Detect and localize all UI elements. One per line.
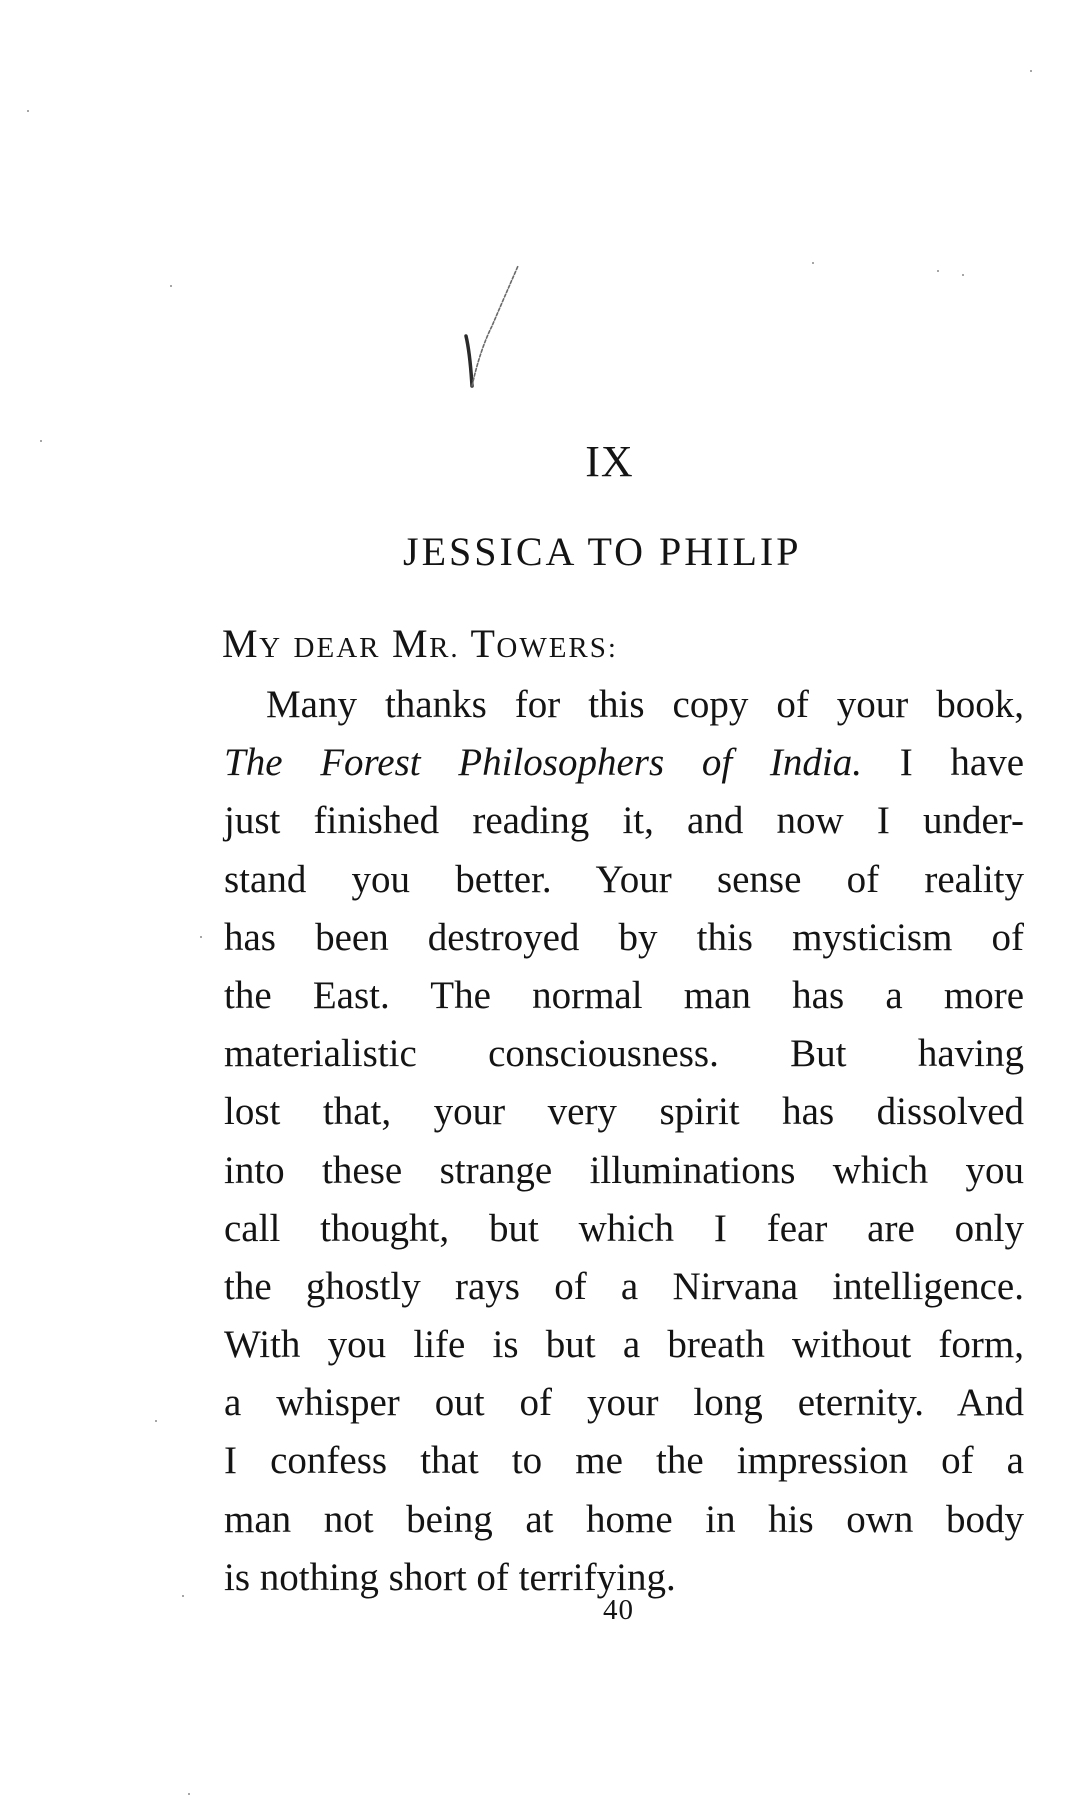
scan-speck xyxy=(1030,70,1032,72)
text-line: man not being at home in his own body xyxy=(224,1497,1024,1541)
book-title: The Forest Philosophers of India. xyxy=(224,741,862,785)
text-line: a whisper out of your long eternity. And xyxy=(224,1381,1024,1425)
scan-speck xyxy=(200,936,202,938)
text-line: just finished reading it, and now I under- xyxy=(224,799,1024,843)
salutation-my: M xyxy=(222,621,260,666)
text-line: call thought, but which I fear are only xyxy=(224,1206,1024,1250)
salutation-dear: DEAR xyxy=(293,632,381,664)
scan-speck xyxy=(27,110,29,112)
salutation-towers-smallcaps: OWERS: xyxy=(496,632,618,664)
text-line: the East. The normal man has a more xyxy=(224,973,1024,1017)
scan-speck xyxy=(937,270,939,272)
text-line: Many thanks for this copy of your book, xyxy=(266,683,1024,726)
text-line: lost that, your very spirit has dissolved xyxy=(224,1090,1024,1134)
salutation-my-smallcaps: Y xyxy=(259,632,283,664)
scan-speck xyxy=(182,1595,184,1597)
text-line: I confess that to me the impression of a xyxy=(224,1439,1024,1483)
text-line: stand you better. Your sense of reality xyxy=(224,857,1024,901)
chapter-title: JESSICA TO PHILIP xyxy=(403,529,802,574)
text-fragment: I have xyxy=(899,741,1025,785)
text-line: has been destroyed by this mysticism of xyxy=(224,915,1024,959)
pencil-check-mark xyxy=(458,258,528,398)
text-line: into these strange illuminations which you xyxy=(224,1148,1024,1192)
salutation-mr-smallcaps: R. xyxy=(429,632,460,664)
text-line: is nothing short of terrifying. xyxy=(224,1555,676,1599)
scan-speck xyxy=(962,274,964,276)
text-line: the ghostly rays of a Nirvana intelligence. xyxy=(224,1264,1024,1308)
scan-speck xyxy=(170,285,172,287)
page-number: 40 xyxy=(603,1594,634,1626)
chapter-number: IX xyxy=(585,437,634,486)
scan-speck xyxy=(155,1420,157,1422)
text-line xyxy=(224,734,1024,792)
salutation-mr: M xyxy=(391,621,430,666)
text-line: With you life is but a breath without form, xyxy=(224,1323,1024,1367)
text-line: materialistic consciousness. But having xyxy=(224,1032,1024,1076)
salutation-towers: T xyxy=(470,621,497,666)
scan-speck xyxy=(812,262,814,264)
letter-salutation xyxy=(222,620,618,667)
letter-body xyxy=(224,676,1024,1607)
scan-speck xyxy=(188,1793,190,1795)
